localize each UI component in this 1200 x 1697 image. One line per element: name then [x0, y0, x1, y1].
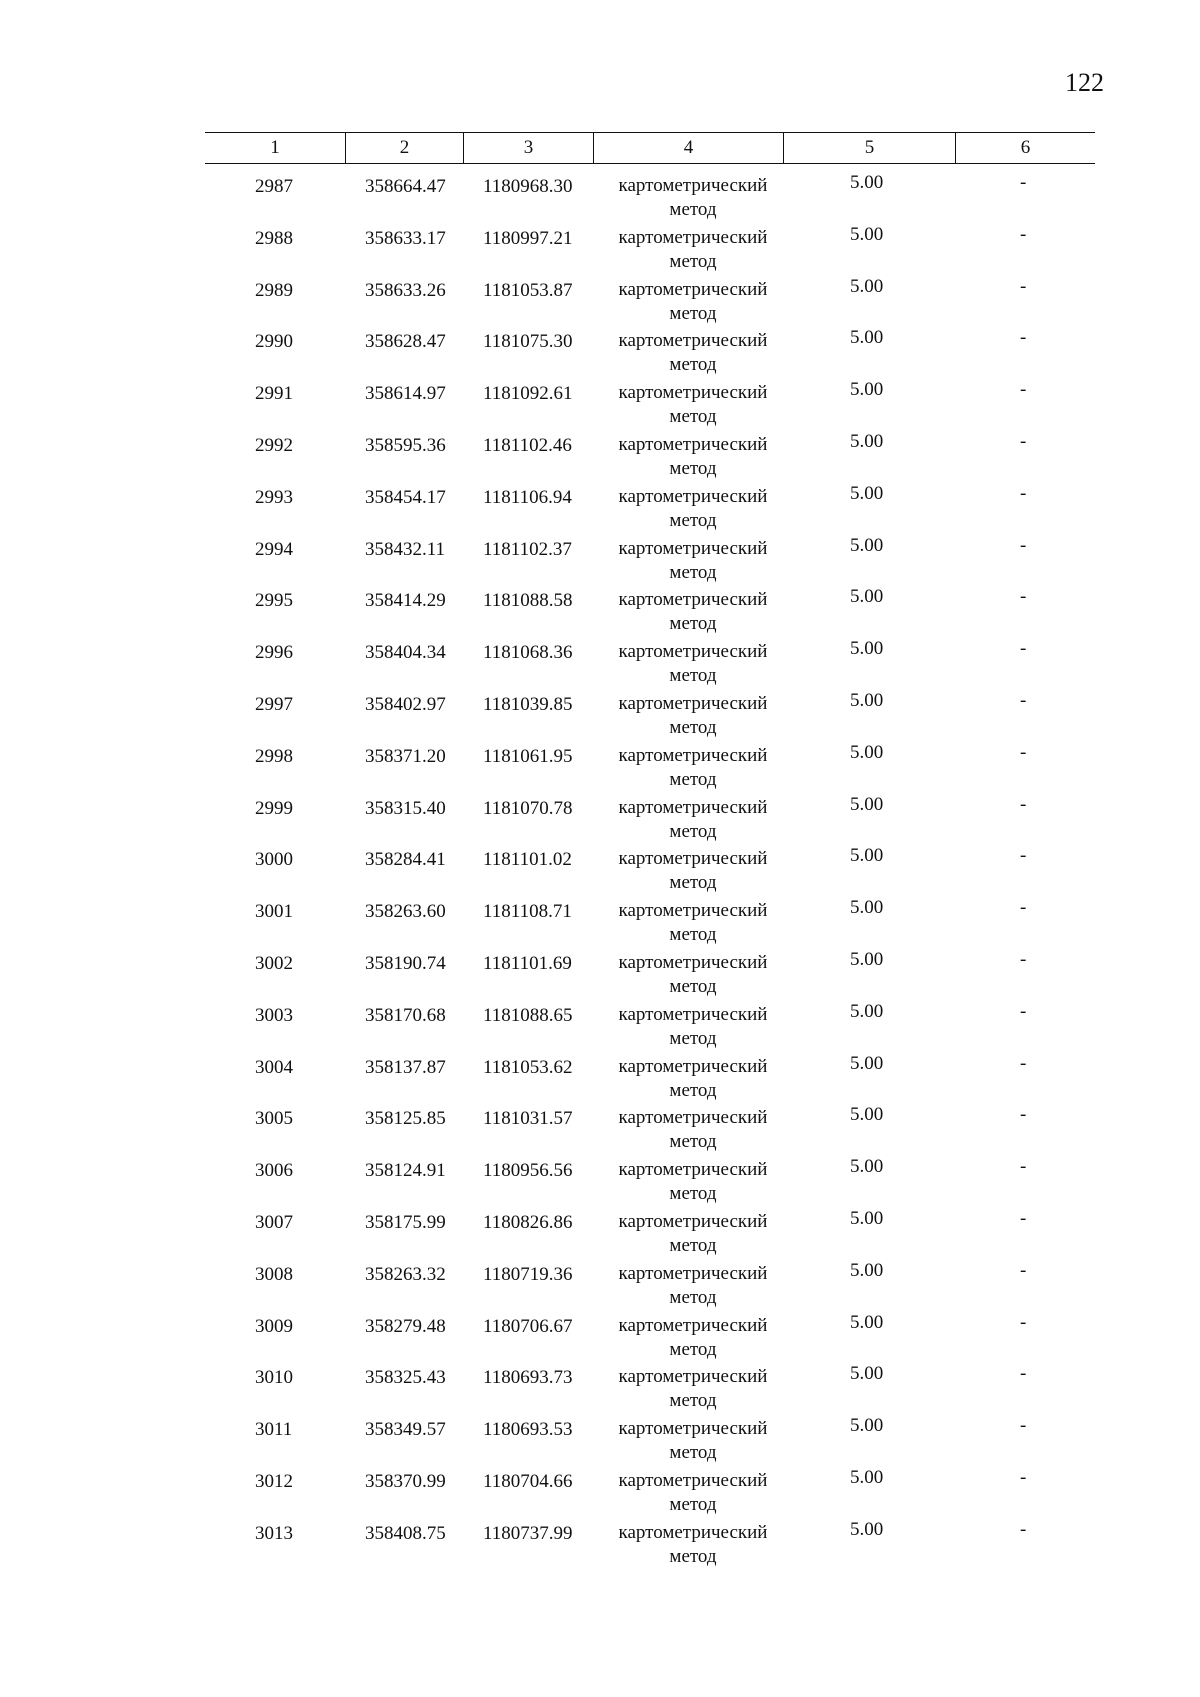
note-cell: - [1020, 379, 1027, 401]
accuracy-cell: 5.00 [850, 1466, 884, 1488]
accuracy-cell: 5.00 [850, 845, 884, 867]
x-coordinate-cell: 358414.29 [365, 590, 446, 612]
note-cell: - [1020, 534, 1027, 556]
note-cell: - [1020, 1259, 1027, 1281]
y-coordinate-cell: 1180968.30 [483, 176, 573, 197]
method-cell: картометрический метод [618, 226, 768, 272]
y-coordinate-cell: 1181061.95 [483, 745, 573, 767]
y-coordinate-cell: 1180706.67 [483, 1315, 573, 1337]
point-number-cell: 3012 [255, 1470, 293, 1492]
point-number-cell: 3007 [255, 1211, 293, 1233]
column-header-6: 6 [955, 133, 1095, 163]
point-number-cell: 3008 [255, 1263, 293, 1285]
method-cell: картометрический метод [618, 382, 768, 428]
x-coordinate-cell: 358595.36 [365, 434, 446, 456]
x-coordinate-cell: 358279.48 [365, 1315, 446, 1337]
y-coordinate-cell: 1180956.56 [483, 1160, 573, 1182]
point-number-cell: 3005 [255, 1108, 293, 1130]
y-coordinate-cell: 1181039.85 [483, 693, 573, 715]
table-row [205, 527, 1095, 583]
table-row [205, 164, 1095, 220]
y-coordinate-cell: 1181092.61 [483, 383, 573, 405]
table-row [205, 371, 1095, 428]
accuracy-cell: 5.00 [850, 1052, 884, 1074]
method-cell: картометрический метод [618, 641, 768, 687]
table-row [205, 216, 1095, 272]
note-cell: - [1020, 1466, 1027, 1488]
accuracy-cell: 5.00 [850, 275, 884, 297]
note-cell: - [1020, 793, 1027, 815]
x-coordinate-cell: 358190.74 [365, 952, 446, 974]
y-coordinate-cell: 1181031.57 [483, 1108, 573, 1130]
point-number-cell: 2994 [255, 538, 293, 560]
table-row [205, 1045, 1095, 1101]
note-cell: - [1020, 638, 1027, 660]
point-number-cell: 2987 [255, 176, 293, 197]
accuracy-cell: 5.00 [850, 741, 884, 763]
method-cell: картометрический метод [618, 951, 768, 997]
accuracy-cell: 5.00 [850, 379, 884, 401]
table-row [205, 630, 1095, 687]
x-coordinate-cell: 358124.91 [365, 1160, 446, 1182]
table-row [205, 682, 1095, 738]
x-coordinate-cell: 358633.26 [365, 279, 446, 301]
accuracy-cell: 5.00 [850, 897, 884, 919]
table-row [205, 1459, 1095, 1515]
accuracy-cell: 5.00 [850, 1363, 884, 1385]
table-row [205, 734, 1095, 790]
x-coordinate-cell: 358137.87 [365, 1056, 446, 1078]
accuracy-cell: 5.00 [850, 534, 884, 556]
column-header-5: 5 [783, 133, 955, 163]
point-number-cell: 3001 [255, 901, 293, 923]
point-number-cell: 2998 [255, 745, 293, 767]
point-number-cell: 3010 [255, 1367, 293, 1389]
note-cell: - [1020, 223, 1027, 245]
accuracy-cell: 5.00 [850, 948, 884, 970]
method-cell: картометрический метод [618, 175, 768, 220]
y-coordinate-cell: 1180704.66 [483, 1470, 573, 1492]
point-number-cell: 3000 [255, 849, 293, 871]
point-number-cell: 2993 [255, 486, 293, 508]
note-cell: - [1020, 1156, 1027, 1178]
y-coordinate-cell: 1181102.46 [483, 434, 572, 456]
coordinates-table [205, 132, 1095, 1567]
accuracy-cell: 5.00 [850, 1156, 884, 1178]
method-cell: картометрический метод [618, 1107, 768, 1153]
x-coordinate-cell: 358402.97 [365, 693, 446, 715]
note-cell: - [1020, 586, 1027, 608]
x-coordinate-cell: 358371.20 [365, 745, 446, 767]
table-row [205, 1407, 1095, 1464]
method-cell: картометрический метод [618, 278, 768, 324]
note-cell: - [1020, 275, 1027, 297]
accuracy-cell: 5.00 [850, 1311, 884, 1333]
x-coordinate-cell: 358263.32 [365, 1263, 446, 1285]
x-coordinate-cell: 358664.47 [365, 176, 446, 197]
accuracy-cell: 5.00 [850, 1415, 884, 1437]
note-cell: - [1020, 741, 1027, 763]
method-cell: картометрический метод [618, 589, 768, 635]
x-coordinate-cell: 358263.60 [365, 901, 446, 923]
accuracy-cell: 5.00 [850, 1518, 884, 1540]
y-coordinate-cell: 1181053.62 [483, 1056, 573, 1078]
y-coordinate-cell: 1181102.37 [483, 538, 572, 560]
method-cell: картометрический метод [618, 537, 768, 583]
method-cell: картометрический метод [618, 1366, 768, 1412]
note-cell: - [1020, 1363, 1027, 1385]
table-row [205, 837, 1095, 894]
table-row [205, 1304, 1095, 1360]
table-row [205, 993, 1095, 1049]
y-coordinate-cell: 1180693.73 [483, 1367, 573, 1389]
note-cell: - [1020, 1104, 1027, 1126]
accuracy-cell: 5.00 [850, 172, 884, 193]
point-number-cell: 2990 [255, 331, 293, 353]
note-cell: - [1020, 172, 1027, 193]
note-cell: - [1020, 482, 1027, 504]
note-cell: - [1020, 897, 1027, 919]
x-coordinate-cell: 358614.97 [365, 383, 446, 405]
method-cell: картометрический метод [618, 692, 768, 738]
note-cell: - [1020, 1311, 1027, 1333]
note-cell: - [1020, 689, 1027, 711]
point-number-cell: 2992 [255, 434, 293, 456]
note-cell: - [1020, 1518, 1027, 1540]
table-row [205, 578, 1095, 635]
x-coordinate-cell: 358170.68 [365, 1004, 446, 1026]
table-row [205, 268, 1095, 324]
table-body [205, 164, 1095, 1567]
table-row [205, 423, 1095, 479]
y-coordinate-cell: 1180997.21 [483, 227, 573, 249]
method-cell: картометрический метод [618, 796, 768, 842]
y-coordinate-cell: 1181053.87 [483, 279, 573, 301]
y-coordinate-cell: 1180719.36 [483, 1263, 573, 1285]
accuracy-cell: 5.00 [850, 689, 884, 711]
x-coordinate-cell: 358175.99 [365, 1211, 446, 1233]
y-coordinate-cell: 1181068.36 [483, 642, 573, 664]
point-number-cell: 2996 [255, 642, 293, 664]
accuracy-cell: 5.00 [850, 327, 884, 349]
method-cell: картометрический метод [618, 1314, 768, 1360]
note-cell: - [1020, 430, 1027, 452]
point-number-cell: 2997 [255, 693, 293, 715]
table-row [205, 941, 1095, 997]
accuracy-cell: 5.00 [850, 482, 884, 504]
note-cell: - [1020, 327, 1027, 349]
method-cell: картометрический метод [618, 433, 768, 479]
x-coordinate-cell: 358454.17 [365, 486, 446, 508]
method-cell: картометрический метод [618, 1210, 768, 1256]
table-row [205, 1252, 1095, 1308]
table-row [205, 1148, 1095, 1205]
method-cell: картометрический метод [618, 848, 768, 894]
y-coordinate-cell: 1181106.94 [483, 486, 572, 508]
accuracy-cell: 5.00 [850, 638, 884, 660]
method-cell: картометрический метод [618, 485, 768, 531]
y-coordinate-cell: 1181101.02 [483, 849, 572, 871]
x-coordinate-cell: 358284.41 [365, 849, 446, 871]
point-number-cell: 2991 [255, 383, 293, 405]
point-number-cell: 3011 [255, 1419, 293, 1441]
y-coordinate-cell: 1181088.65 [483, 1004, 573, 1026]
accuracy-cell: 5.00 [850, 223, 884, 245]
x-coordinate-cell: 358633.17 [365, 227, 446, 249]
point-number-cell: 3004 [255, 1056, 293, 1078]
point-number-cell: 2995 [255, 590, 293, 612]
page-number: 122 [1065, 68, 1104, 97]
x-coordinate-cell: 358370.99 [365, 1470, 446, 1492]
note-cell: - [1020, 1415, 1027, 1437]
note-cell: - [1020, 1052, 1027, 1074]
table-row [205, 889, 1095, 946]
accuracy-cell: 5.00 [850, 430, 884, 452]
note-cell: - [1020, 1000, 1027, 1022]
point-number-cell: 2989 [255, 279, 293, 301]
column-header-3: 3 [463, 133, 593, 163]
accuracy-cell: 5.00 [850, 793, 884, 815]
method-cell: картометрический метод [618, 1262, 768, 1308]
y-coordinate-cell: 1181070.78 [483, 797, 573, 819]
table-row [205, 786, 1095, 842]
x-coordinate-cell: 358432.11 [365, 538, 446, 560]
table-row [205, 1355, 1095, 1412]
column-header-4: 4 [593, 133, 783, 163]
y-coordinate-cell: 1181108.71 [483, 901, 572, 923]
method-cell: картометрический метод [618, 330, 768, 376]
y-coordinate-cell: 1180693.53 [483, 1419, 573, 1441]
point-number-cell: 2999 [255, 797, 293, 819]
table-row [205, 475, 1095, 531]
x-coordinate-cell: 358404.34 [365, 642, 446, 664]
point-number-cell: 3009 [255, 1315, 293, 1337]
x-coordinate-cell: 358325.43 [365, 1367, 446, 1389]
y-coordinate-cell: 1181101.69 [483, 952, 572, 974]
point-number-cell: 3013 [255, 1522, 293, 1544]
point-number-cell: 3006 [255, 1160, 293, 1182]
x-coordinate-cell: 358125.85 [365, 1108, 446, 1130]
point-number-cell: 3003 [255, 1004, 293, 1026]
method-cell: картометрический метод [618, 1469, 768, 1515]
note-cell: - [1020, 1207, 1027, 1229]
x-coordinate-cell: 358408.75 [365, 1522, 446, 1544]
table-header-row [205, 132, 1095, 164]
y-coordinate-cell: 1180826.86 [483, 1211, 573, 1233]
accuracy-cell: 5.00 [850, 1000, 884, 1022]
method-cell: картометрический метод [618, 1055, 768, 1101]
accuracy-cell: 5.00 [850, 1207, 884, 1229]
point-number-cell: 2988 [255, 227, 293, 249]
point-number-cell: 3002 [255, 952, 293, 974]
column-header-2: 2 [345, 133, 463, 163]
method-cell: картометрический метод [618, 744, 768, 790]
column-header-1: 1 [270, 137, 280, 158]
y-coordinate-cell: 1180737.99 [483, 1522, 573, 1544]
table-row [205, 1096, 1095, 1153]
y-coordinate-cell: 1181075.30 [483, 331, 573, 353]
accuracy-cell: 5.00 [850, 586, 884, 608]
note-cell: - [1020, 948, 1027, 970]
x-coordinate-cell: 358349.57 [365, 1419, 446, 1441]
accuracy-cell: 5.00 [850, 1259, 884, 1281]
x-coordinate-cell: 358315.40 [365, 797, 446, 819]
table-row [205, 1511, 1095, 1567]
table-row [205, 1200, 1095, 1256]
method-cell: картометрический метод [618, 1159, 768, 1205]
note-cell: - [1020, 845, 1027, 867]
method-cell: картометрический метод [618, 1003, 768, 1049]
method-cell: картометрический метод [618, 1418, 768, 1464]
table-row [205, 319, 1095, 376]
accuracy-cell: 5.00 [850, 1104, 884, 1126]
y-coordinate-cell: 1181088.58 [483, 590, 573, 612]
x-coordinate-cell: 358628.47 [365, 331, 446, 353]
method-cell: картометрический метод [618, 900, 768, 946]
method-cell: картометрический метод [618, 1521, 768, 1567]
